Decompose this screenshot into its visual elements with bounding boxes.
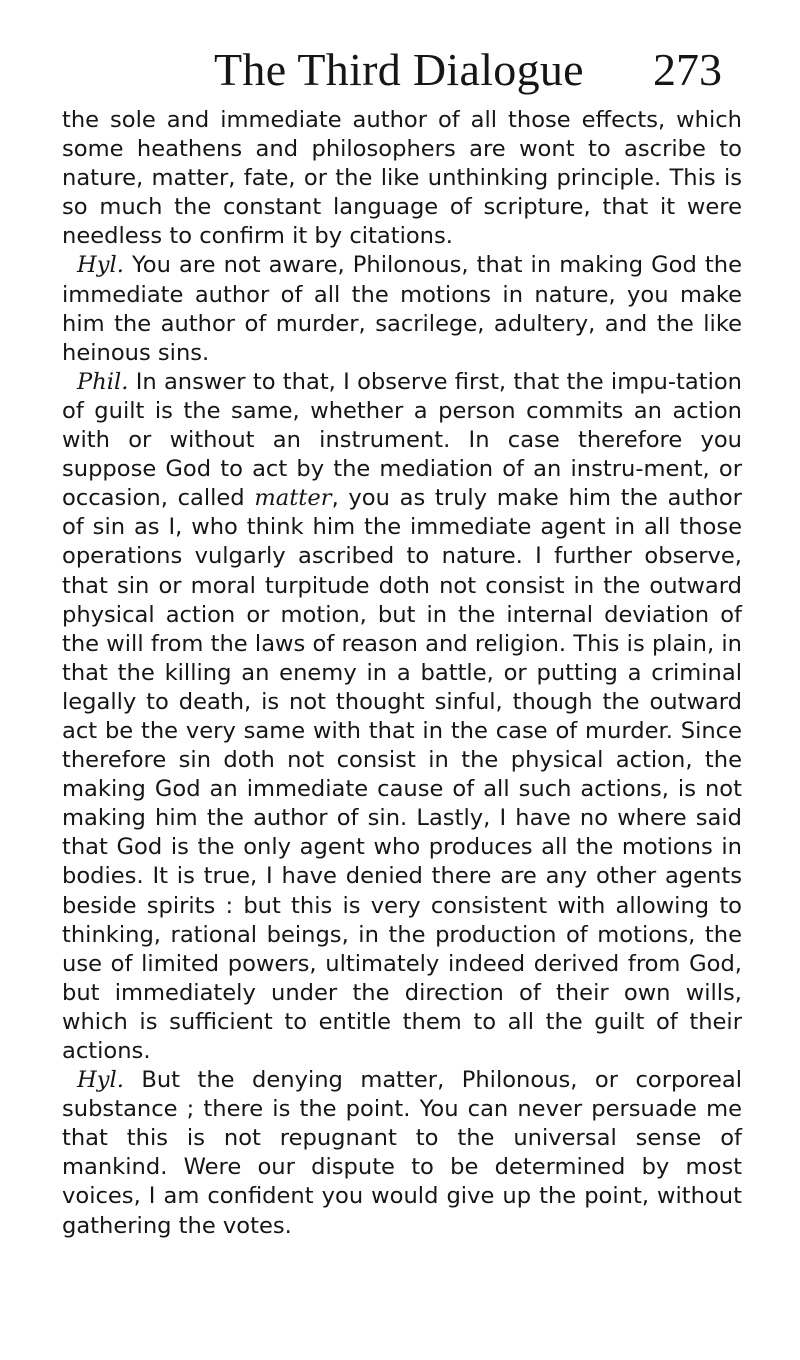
body-text [62, 106, 742, 1241]
paragraph-continuation [62, 106, 742, 251]
running-header [62, 44, 742, 106]
paragraph-text: In answer to that, I observe first, that the impu-tation of guilt is the same, whether a person commits an action with or without an instrument. In case therefore you suppose God to act by the mediation of an instru-ment, or occasion, called [62, 368, 742, 512]
speaker-label: Phil. [77, 368, 129, 395]
paragraph-text: the sole and immediate author of all those effects, which some heathens and philosophers are wont to ascribe to nature, matter, fate, or the like unthinking principle. This is so much the constant language of scripture, that it were needless to confirm it by citations. [62, 107, 742, 250]
book-page [62, 44, 742, 1241]
paragraph-text: , you as truly make him the author of sin as I, who think him the immediate agent in all those operations vulgarly ascribed to nature. I further observe, that sin or moral turpitude doth not consist in the outward physical action or motion, but in the internal deviation of the will from the laws of reason and religion. This is plain, in that the killing an enemy in a battle, or putting a criminal legally to death, is not thought sinful, though the outward act be the very same with that in the case of murder. Since therefore sin doth not consist in the physical action, the making God an immediate cause of all such actions, is not making him the author of sin. Lastly, I have no where said that God is the only agent who produces all the motions in bodies. It is true, I have denied there are any other agents beside spirits : but this is very consistent with allowing to thinking, rational beings, in the production of motions, the use of limited powers, ultimately indeed derived from God, but immediately under the direction of their own wills, which is sufficient to entitle them to all the guilt of their actions. [62, 485, 742, 1064]
emphasized-word: matter [254, 485, 332, 512]
paragraph-hylas-2 [62, 1066, 742, 1241]
paragraph-text: But the denying matter, Philonous, or corporeal substance ; there is the point. You can never persuade me that this is not repugnant to the universal sense of mankind. Were our dispute to be determined by most voices, I am confident you would give up the point, without gathering the votes. [62, 1067, 742, 1239]
speaker-label: Hyl. [77, 252, 124, 279]
paragraph-philonous [62, 368, 742, 1066]
paragraph-hylas-1 [62, 251, 742, 367]
page-number: 273 [653, 44, 722, 95]
paragraph-text: You are not aware, Philonous, that in making God the immediate author of all the motions in nature, you make him the author of murder, sacrilege, adultery, and the like heinous sins. [62, 252, 742, 366]
running-title: The Third Dialogue [214, 44, 584, 95]
speaker-label: Hyl. [77, 1067, 124, 1094]
